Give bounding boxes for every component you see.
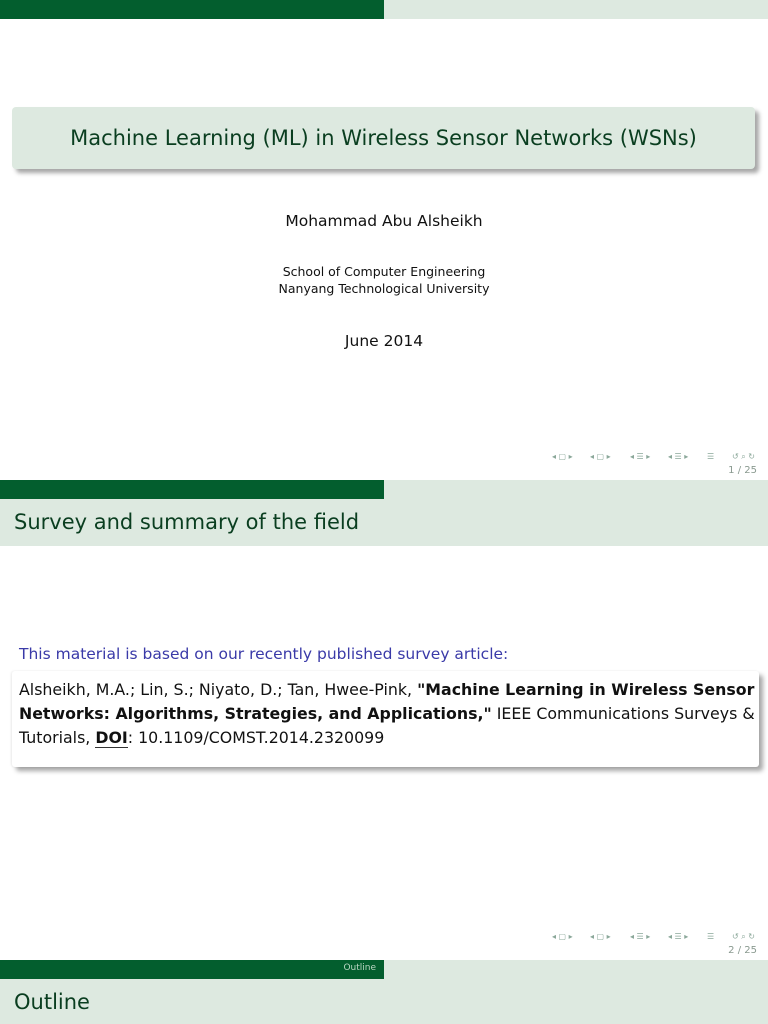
slide-3 [0,960,768,1024]
institute-line-2: Nanyang Technological University [278,281,490,296]
institute-line-1: School of Computer Engineering [282,264,486,279]
presentation-title: Machine Learning (ML) in Wireless Sensor Networks (WSNs) [70,126,697,150]
page-number: 1 / 25 [728,465,757,476]
citation-text [19,678,757,750]
nav-subsection-icon[interactable]: ◂ ▢ ▸ [590,452,611,461]
navigation-symbols[interactable] [552,452,762,462]
citation-venue: IEEE Communications Surveys & Tutorials, [19,704,755,747]
title-box [12,107,755,169]
frame-title: Outline [14,990,90,1014]
nav-frame-icon[interactable]: ◂ ▢ ▸ [552,452,573,461]
doi-value: : 10.1109/COMST.2014.2320099 [127,728,385,747]
slide-header-bar [0,960,768,979]
nav-section-icon[interactable]: ◂ ☰ ▸ [668,932,689,941]
frame-title: Survey and summary of the field [14,510,360,534]
citation-box [12,671,759,767]
nav-subsection-icon[interactable]: ◂ ▢ ▸ [590,932,611,941]
nav-section-icon[interactable]: ◂ ☰ ▸ [630,452,651,461]
navigation-symbols[interactable] [552,932,762,942]
slide-header-bar [0,0,768,19]
date: June 2014 [344,332,424,350]
nav-search-icon[interactable]: ↺ ⌕ ↻ [732,932,755,941]
header-section-label[interactable]: Outline [343,963,376,973]
slide-1 [0,0,768,480]
author: Mohammad Abu Alsheikh [285,212,483,230]
nav-align-icon[interactable]: ☰ [707,932,715,941]
frame-title-bar [0,499,768,546]
page-number: 2 / 25 [728,945,757,956]
survey-intro: This material is based on our recently published survey article: [19,645,509,663]
frame-title-bar [0,979,768,1024]
citation-title: "Machine Learning in Wireless Sensor Networks: Algorithms, Strategies, and Applications," [19,680,755,723]
nav-align-icon[interactable]: ☰ [707,452,715,461]
nav-search-icon[interactable]: ↺ ⌕ ↻ [732,452,755,461]
slide-2 [0,480,768,960]
slide-header-bar [0,480,768,499]
nav-section-icon[interactable]: ◂ ☰ ▸ [630,932,651,941]
nav-section-icon[interactable]: ◂ ☰ ▸ [668,452,689,461]
doi-link[interactable]: DOI [95,728,128,747]
nav-frame-icon[interactable]: ◂ ▢ ▸ [552,932,573,941]
citation-authors: Alsheikh, M.A.; Lin, S.; Niyato, D.; Tan, Hwee-Pink, [19,680,418,699]
